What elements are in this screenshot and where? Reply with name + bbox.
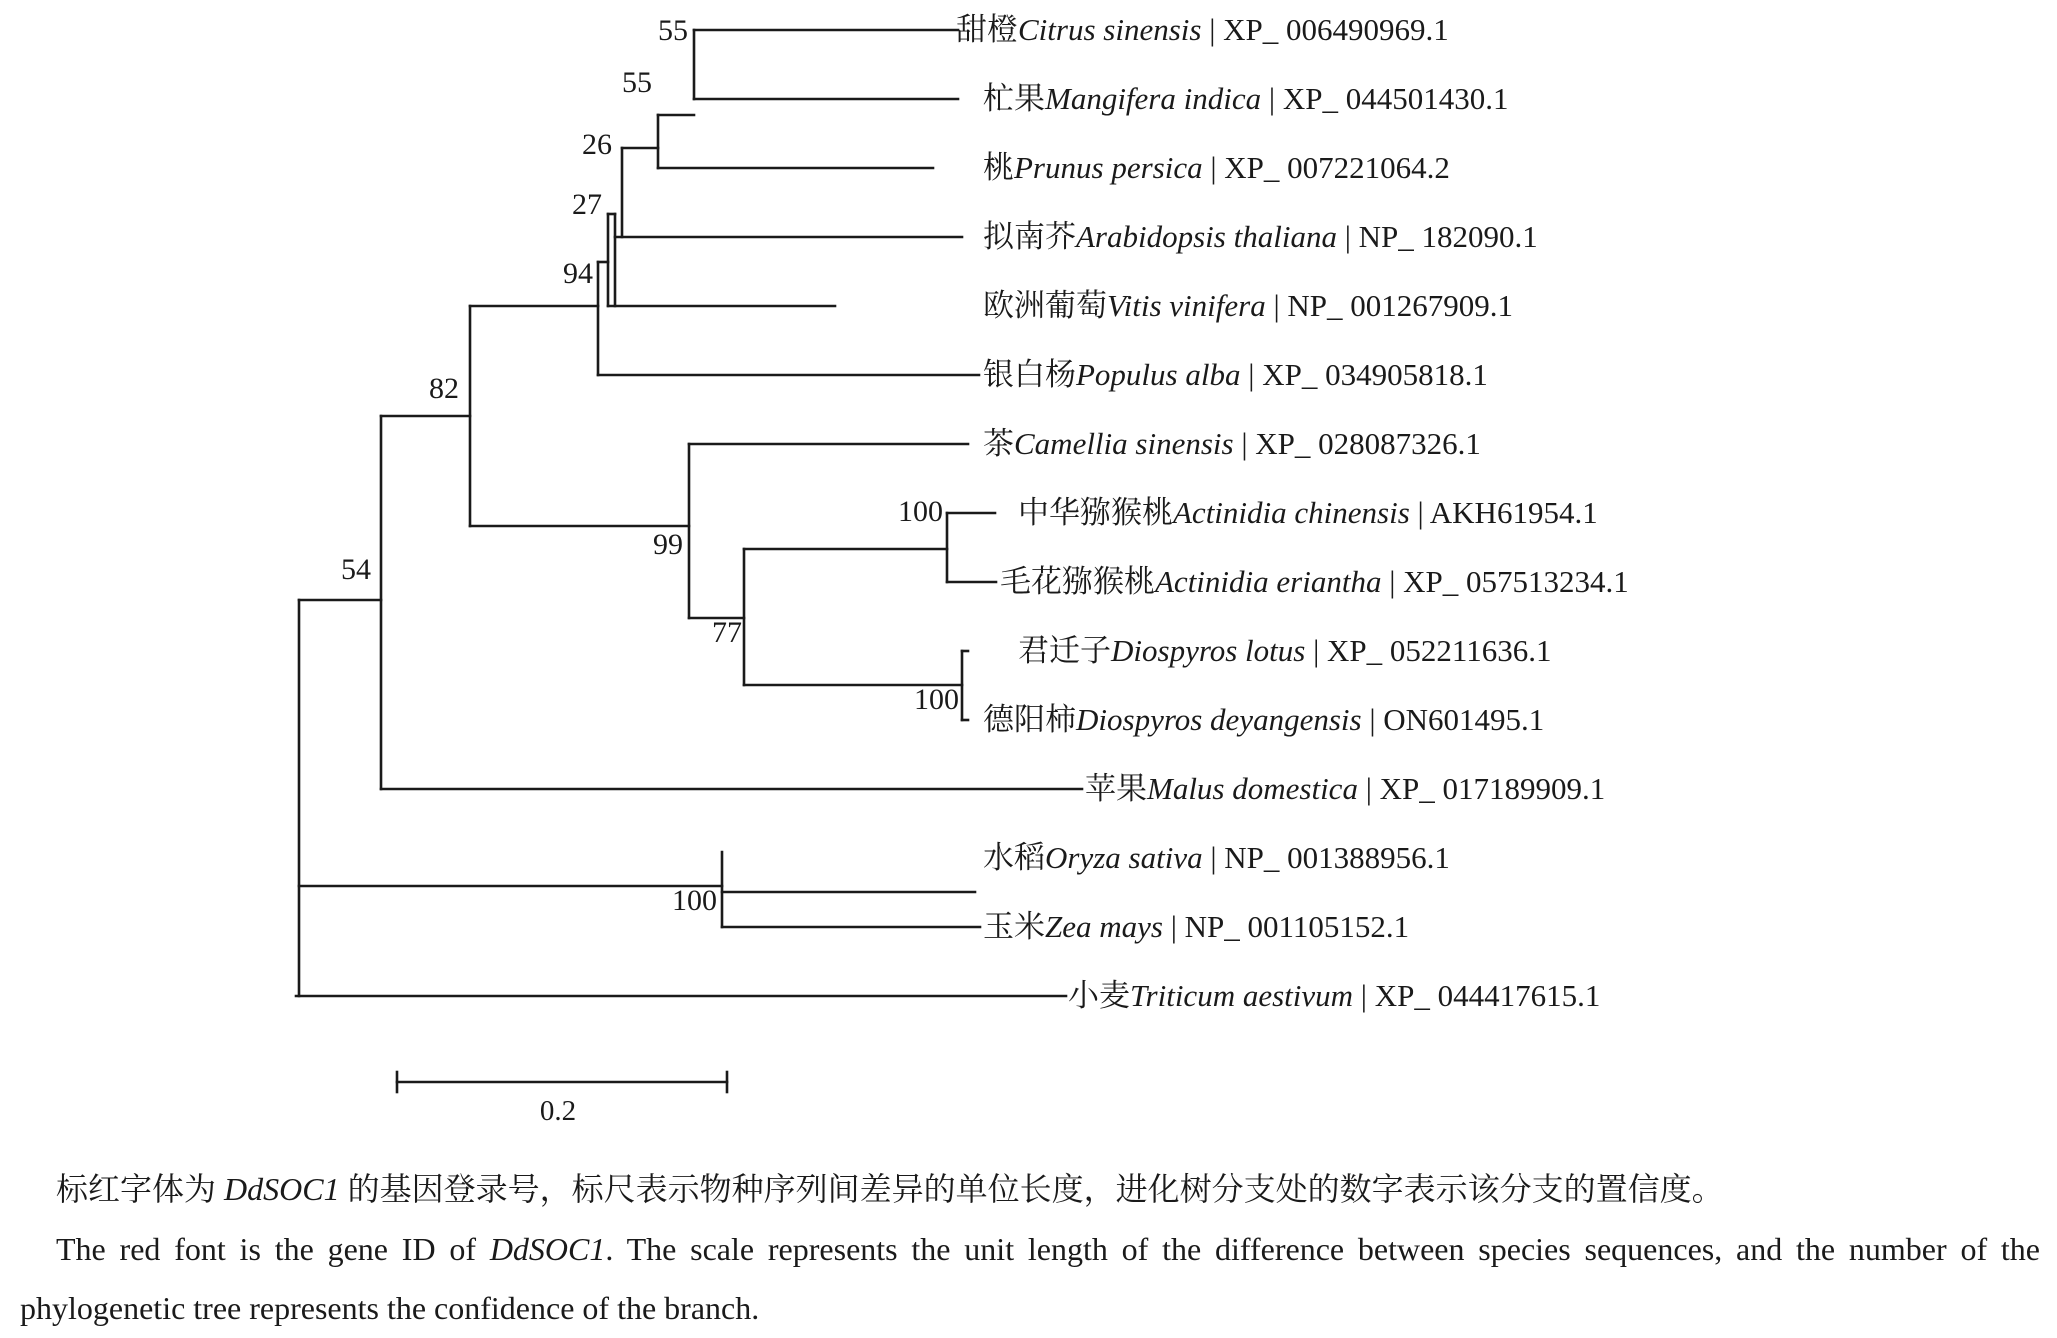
leaf-species-name: Diospyros lotus	[1111, 633, 1306, 668]
leaf-cn-name: 水稻	[983, 840, 1045, 875]
leaf-accession: | XP_ 044417615.1	[1353, 978, 1601, 1013]
leaf-label-4	[983, 288, 1513, 323]
leaf-accession: | XP_ 057513234.1	[1381, 564, 1629, 599]
leaf-label-8	[1000, 564, 1629, 599]
caption-cn-gene: DdSOC1	[224, 1171, 340, 1207]
leaf-label-13	[983, 909, 1409, 944]
leaf-species-name: Diospyros deyangensis	[1076, 702, 1362, 737]
caption-en-part1: The red font is the gene ID of	[56, 1231, 490, 1267]
leaf-cn-name: 杧果	[983, 81, 1045, 116]
leaf-species-name: Vitis vinifera	[1107, 288, 1266, 323]
leaf-cn-name: 拟南芥	[983, 219, 1076, 254]
leaf-species-name: Malus domestica	[1147, 771, 1358, 806]
scale-bar-label: 0.2	[539, 1095, 577, 1127]
leaf-species-name: Oryza sativa	[1045, 840, 1203, 875]
bootstrap-8: 99	[653, 528, 683, 561]
leaf-cn-name: 茶	[983, 426, 1014, 461]
leaf-cn-name: 欧洲葡萄	[983, 288, 1107, 323]
leaf-cn-name: 苹果	[1085, 771, 1147, 806]
leaf-label-3	[983, 219, 1538, 254]
caption-en-part2: . The scale represents the unit length of the difference between species sequences, and the number of the phylogenetic tree represents the confidence of the branch.	[20, 1231, 2041, 1327]
leaf-cn-name: 甜橙	[956, 12, 1018, 47]
leaf-cn-name: 中华猕猴桃	[1018, 495, 1173, 530]
leaf-species-name: Arabidopsis thaliana	[1076, 219, 1337, 254]
leaf-label-11	[1085, 771, 1605, 806]
leaf-accession: | ON601495.1	[1361, 702, 1545, 737]
leaf-species-name: Citrus sinensis	[1018, 12, 1202, 47]
leaf-accession: | NP_ 001267909.1	[1265, 288, 1514, 323]
leaf-label-7	[1018, 495, 1598, 530]
bootstrap-9: 77	[712, 616, 742, 649]
leaf-accession: | NP_ 001388956.1	[1202, 840, 1450, 875]
bootstrap-5: 82	[429, 372, 459, 405]
leaf-species-name: Triticum aestivum	[1130, 978, 1354, 1013]
leaf-accession: | XP_ 006490969.1	[1201, 12, 1449, 47]
leaf-cn-name: 毛花猕猴桃	[1000, 564, 1155, 599]
bootstrap-6: 54	[341, 553, 371, 586]
leaf-accession: | XP_ 028087326.1	[1233, 426, 1481, 461]
leaf-label-6	[983, 426, 1481, 461]
bootstrap-4: 94	[563, 257, 593, 290]
leaf-species-name: Prunus persica	[1014, 150, 1203, 185]
leaf-label-2	[983, 150, 1450, 185]
bootstrap-2: 26	[582, 128, 612, 161]
leaf-species-name: Zea mays	[1045, 909, 1163, 944]
leaf-accession: | XP_ 017189909.1	[1357, 771, 1606, 806]
leaf-cn-name: 小麦	[1068, 978, 1130, 1013]
leaf-label-5	[983, 357, 1488, 392]
leaf-cn-name: 银白杨	[983, 357, 1076, 392]
leaf-accession: | AKH61954.1	[1409, 495, 1598, 530]
leaf-accession: | NP_ 182090.1	[1336, 219, 1538, 254]
bootstrap-11: 100	[672, 884, 717, 917]
leaf-cn-name: 桃	[983, 150, 1014, 185]
leaf-species-name: Actinidia eriantha	[1155, 564, 1382, 599]
bootstrap-7: 100	[898, 495, 943, 528]
caption-en-gene: DdSOC1	[489, 1231, 606, 1267]
leaf-label-0	[956, 12, 1449, 47]
bootstrap-0: 55	[658, 14, 688, 47]
leaf-label-12	[983, 840, 1450, 875]
leaf-species-name: Mangifera indica	[1045, 81, 1262, 116]
leaf-label-14	[1068, 978, 1600, 1013]
caption-cn-part1: 标红字体为	[56, 1171, 225, 1207]
leaf-accession: | XP_ 034905818.1	[1240, 357, 1488, 392]
leaf-species-name: Actinidia chinensis	[1173, 495, 1410, 530]
leaf-cn-name: 德阳柿	[983, 702, 1076, 737]
leaf-species-name: Camellia sinensis	[1014, 426, 1234, 461]
leaf-accession: | XP_ 052211636.1	[1305, 633, 1552, 668]
leaf-label-1	[983, 81, 1508, 116]
leaf-species-name: Populus alba	[1076, 357, 1241, 392]
leaf-accession: | XP_ 044501430.1	[1261, 81, 1509, 116]
bootstrap-1: 55	[622, 66, 652, 99]
leaf-accession: | XP_ 007221064.2	[1202, 150, 1450, 185]
leaf-label-9	[1018, 633, 1552, 668]
caption-cn-part2: 的基因登录号，标尺表示物种序列间差异的单位长度，进化树分支处的数字表示该分支的置信度。	[339, 1171, 1724, 1207]
leaf-label-10	[983, 702, 1544, 737]
leaf-cn-name: 君迁子	[1018, 633, 1111, 668]
bootstrap-3: 27	[572, 188, 602, 221]
leaf-accession: | NP_ 001105152.1	[1162, 909, 1410, 944]
caption-english	[20, 1220, 2040, 1338]
bootstrap-10: 100	[914, 683, 959, 716]
leaf-cn-name: 玉米	[983, 909, 1045, 944]
caption-chinese	[56, 1160, 2046, 1219]
